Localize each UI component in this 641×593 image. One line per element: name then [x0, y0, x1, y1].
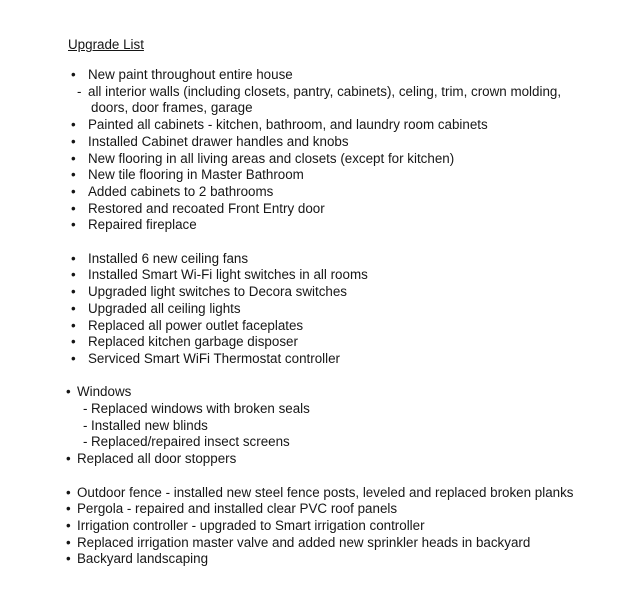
bullet-marker: •: [71, 183, 76, 199]
list-subitem: - all interior walls (including closets, pantry, cabinets), celing, trim, crown molding,: [77, 83, 562, 99]
list-item: • Installed 6 new ceiling fans: [71, 250, 249, 266]
bullet-marker: •: [71, 150, 76, 166]
list-item: • Windows: [66, 384, 132, 400]
bullet-marker: •: [71, 67, 76, 82]
bullet-marker: •: [71, 250, 76, 266]
list-section-interior-paint-and-flooring: [0, 67, 641, 234]
bullet-marker: •: [66, 517, 71, 533]
bullet-marker: •: [66, 451, 71, 467]
bullet-marker: •: [71, 317, 76, 333]
list-item: • New tile flooring in Master Bathroom: [71, 167, 304, 183]
list-item: • New flooring in all living areas and closets (except for kitchen): [71, 150, 455, 166]
list-subitem: - Replaced windows with broken seals: [83, 401, 310, 417]
bullet-marker: •: [71, 200, 76, 216]
document-body: [0, 67, 641, 568]
list-section-electrical-and-fixtures: [0, 251, 641, 368]
list-item: • Painted all cabinets - kitchen, bathroom, and laundry room cabinets: [71, 117, 488, 133]
list-section-windows-and-doors: [0, 384, 641, 468]
bullet-marker: •: [71, 300, 76, 316]
list-item: • Serviced Smart WiFi Thermostat controller: [71, 350, 341, 366]
list-item: • Added cabinets to 2 bathrooms: [71, 183, 274, 199]
list-item: • Pergola - repaired and installed clear PVC roof panels: [66, 501, 398, 517]
dash-marker: -: [83, 434, 88, 450]
dash-marker: -: [77, 83, 82, 99]
bullet-marker: •: [71, 167, 76, 183]
list-section-outdoor: [0, 485, 641, 569]
list-item: • New paint throughout entire house: [71, 67, 293, 82]
list-item: • Installed Cabinet drawer handles and knobs: [71, 133, 349, 149]
bullet-marker: •: [71, 133, 76, 149]
list-item: • Replaced all door stoppers: [66, 451, 237, 467]
bullet-marker: •: [66, 534, 71, 550]
list-item: • Upgraded all ceiling lights: [71, 300, 241, 316]
list-item: • Replaced kitchen garbage disposer: [71, 334, 298, 350]
bullet-marker: •: [71, 267, 76, 283]
list-item: • Replaced all power outlet faceplates: [71, 317, 304, 333]
list-item: • Repaired fireplace: [71, 217, 197, 233]
bullet-marker: •: [71, 350, 76, 366]
bullet-marker: •: [71, 284, 76, 300]
list-item: • Backyard landscaping: [66, 551, 209, 567]
bullet-marker: •: [66, 384, 71, 400]
bullet-marker: •: [66, 501, 71, 517]
bullet-marker: •: [66, 484, 71, 500]
dash-marker: -: [83, 401, 88, 417]
list-item: • Irrigation controller - upgraded to Smart irrigation controller: [66, 517, 425, 533]
bullet-marker: •: [71, 217, 76, 233]
list-subitem: - Replaced/repaired insect screens: [83, 434, 290, 450]
bullet-marker: •: [71, 117, 76, 133]
dash-marker: -: [83, 417, 88, 433]
bullet-marker: •: [66, 551, 71, 567]
bullet-marker: •: [71, 334, 76, 350]
list-item: • Restored and recoated Front Entry door: [71, 200, 325, 216]
list-item: • Installed Smart Wi-Fi light switches in all rooms: [71, 267, 368, 283]
list-subitem: - Installed new blinds: [83, 417, 208, 433]
list-item: • Replaced irrigation master valve and added new sprinkler heads in backyard: [66, 534, 531, 550]
page-title: Upgrade List: [68, 37, 144, 52]
list-item: • Upgraded light switches to Decora switches: [71, 284, 348, 300]
list-item-continuation: doors, door frames, garage: [91, 100, 253, 116]
list-item: • Outdoor fence - installed new steel fence posts, leveled and replaced broken planks: [66, 484, 574, 500]
